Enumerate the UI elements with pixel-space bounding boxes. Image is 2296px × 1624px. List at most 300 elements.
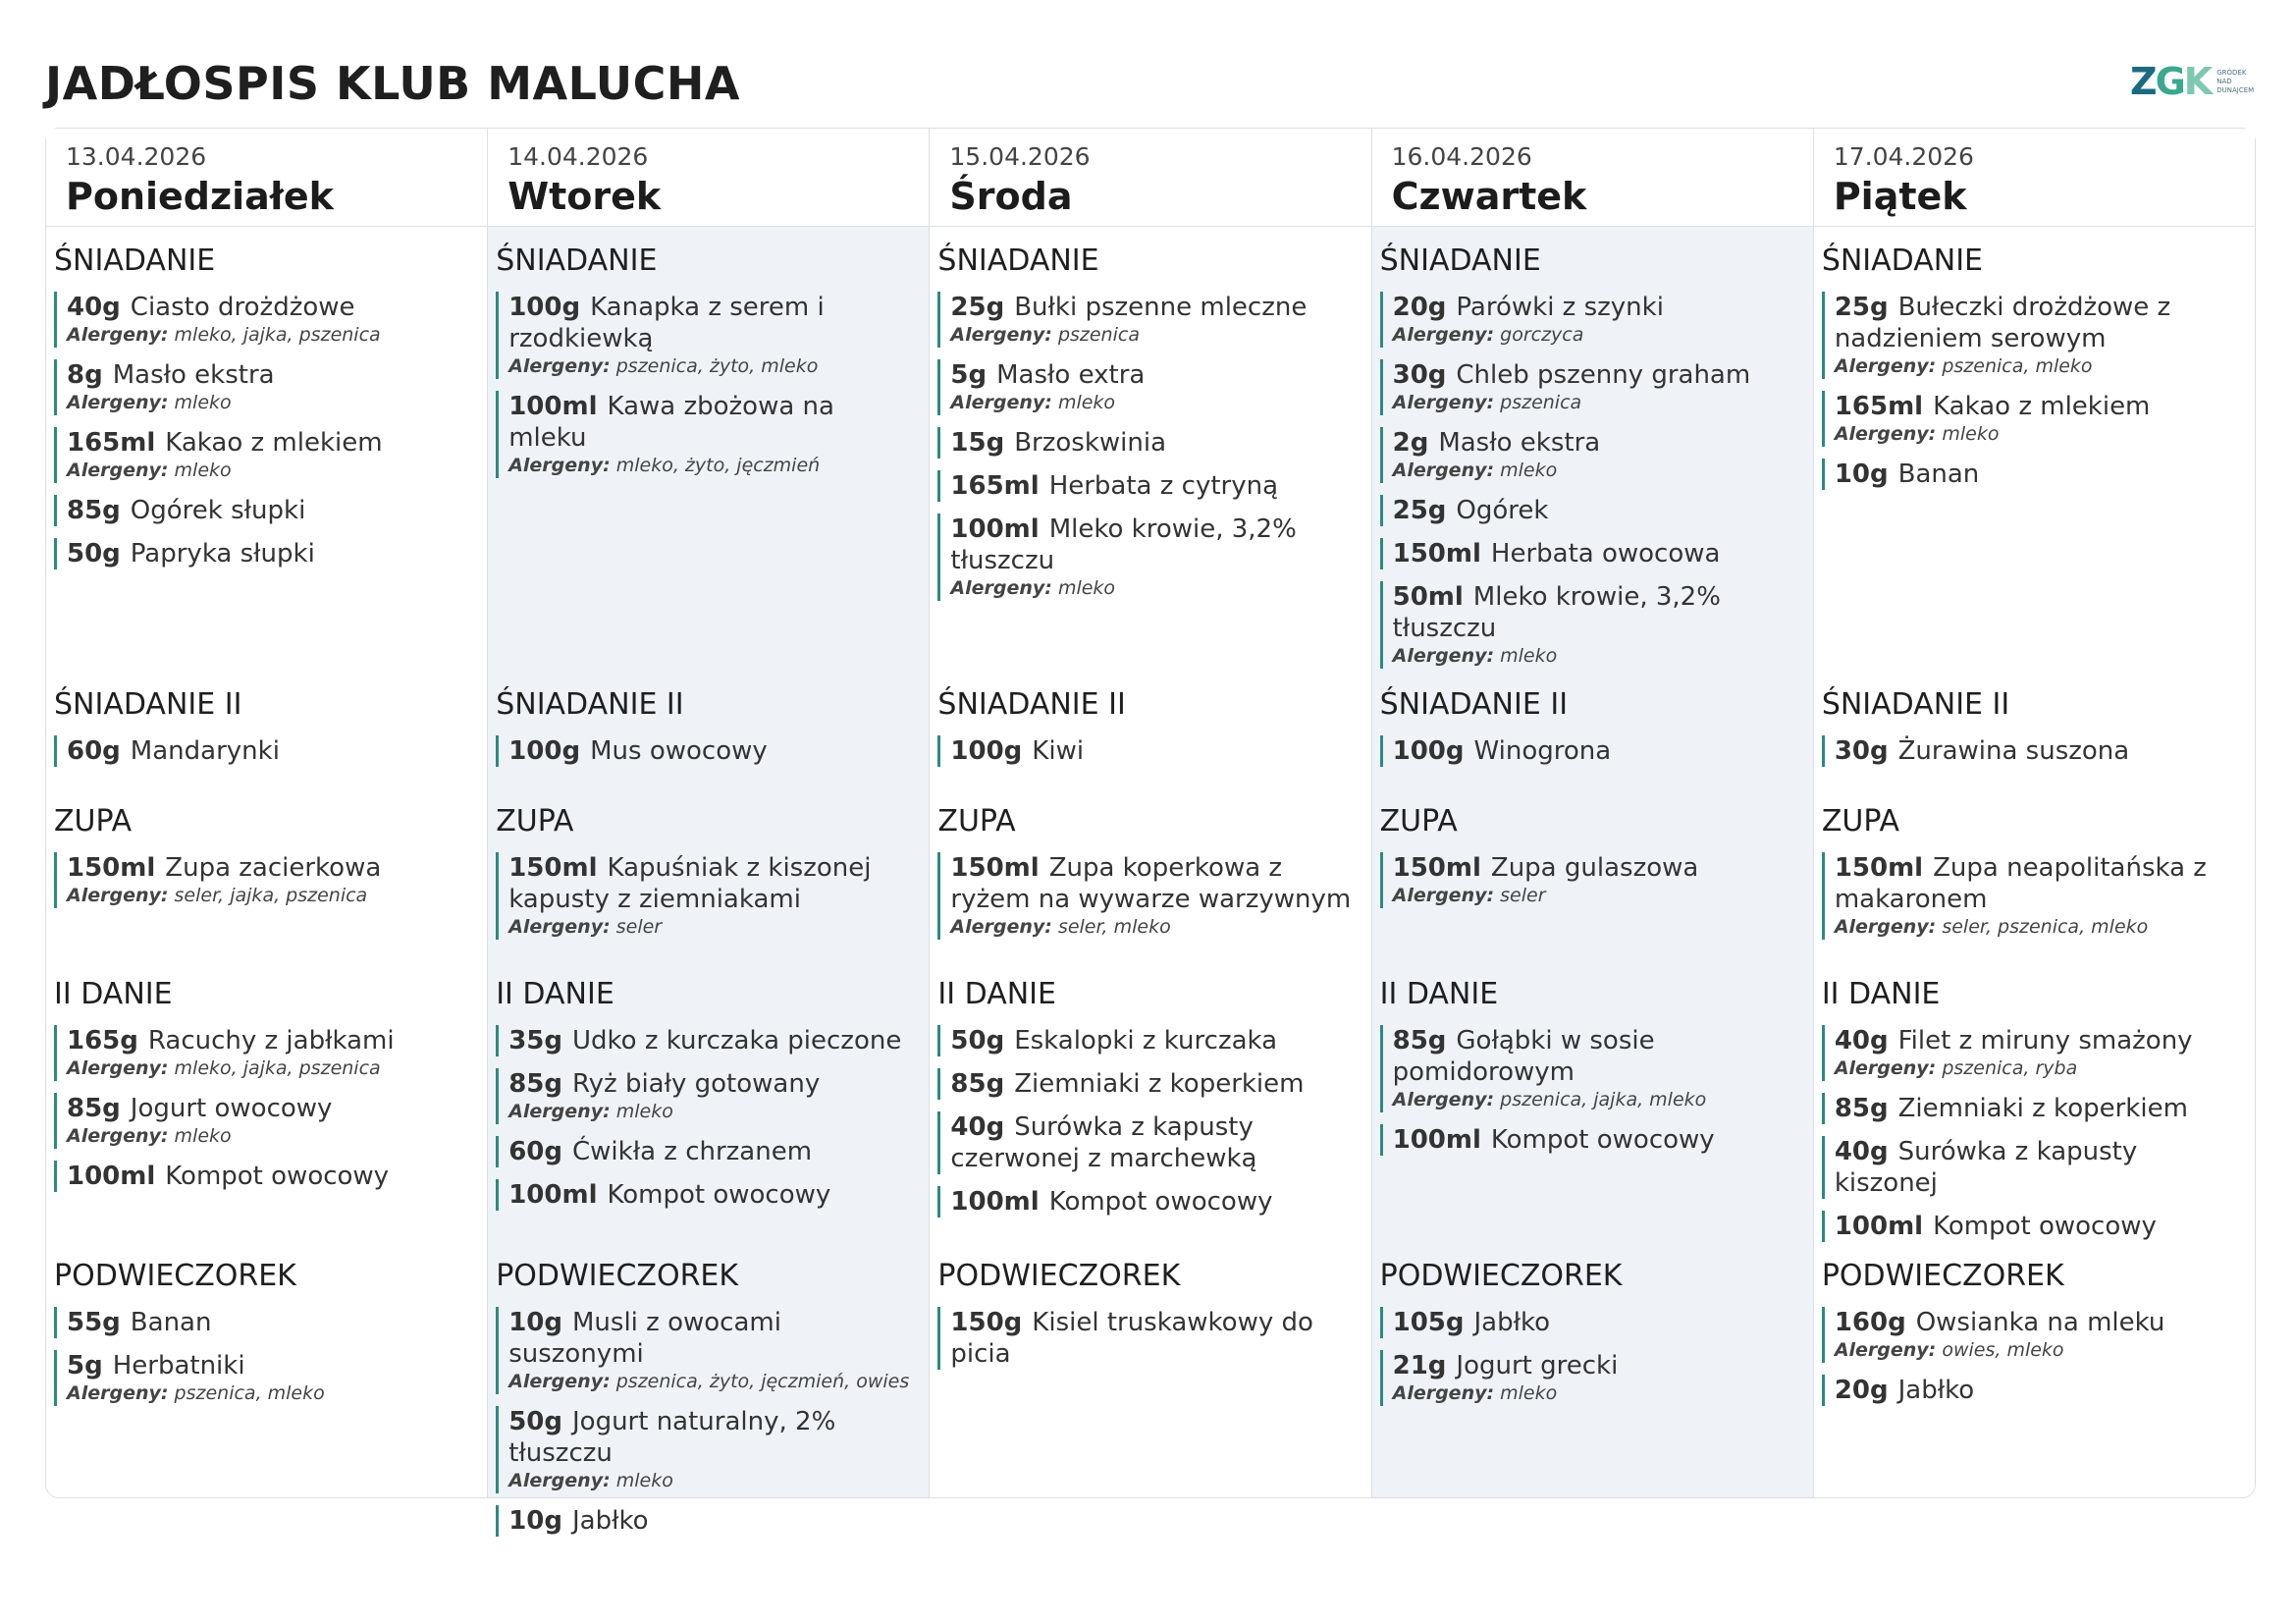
allergen-label: Alergeny: (1834, 423, 1937, 445)
meal-title: II DANIE (496, 977, 614, 1011)
item-allergens (1393, 459, 1803, 483)
item-quantity: 30g (1392, 360, 1447, 390)
meal-section (54, 243, 477, 686)
item-name: Musli z owocami suszonymi (508, 1308, 781, 1369)
menu-item-line (950, 1307, 1361, 1370)
allergen-list: pszenica (1500, 392, 1582, 413)
allergen-list: mleko (615, 1101, 673, 1122)
meal-section (496, 686, 919, 803)
item-name: Udko z kurczaka pieczone (572, 1026, 902, 1056)
menu-item-line (1835, 735, 2245, 767)
meal-title: PODWIECZOREK (496, 1259, 739, 1293)
allergen-label: Alergeny: (950, 916, 1052, 938)
menu-item-line (1835, 292, 2245, 354)
allergen-list: pszenica, żyto, mleko (615, 355, 819, 377)
item-allergens (67, 1056, 477, 1081)
allergen-list: pszenica (1057, 324, 1140, 346)
menu-item-line (1835, 1025, 2245, 1056)
allergen-list: mleko (1942, 423, 2000, 445)
menu-item (54, 292, 477, 348)
menu-item (1380, 581, 1803, 669)
menu-item (1822, 459, 2245, 490)
item-allergens (508, 915, 919, 940)
allergen-label: Alergeny: (67, 460, 169, 481)
menu-item (54, 1307, 477, 1338)
item-allergens (1393, 1088, 1803, 1112)
allergen-label: Alergeny: (1834, 1057, 1937, 1079)
meal-title: ZUPA (54, 804, 133, 839)
day-name: Środa (949, 175, 1073, 218)
item-allergens (508, 1370, 919, 1394)
allergen-label: Alergeny: (950, 392, 1052, 413)
meal-section (1822, 976, 2245, 1258)
day-column (930, 129, 1371, 1497)
menu-item (496, 1068, 919, 1124)
zgk-logo (2130, 60, 2255, 103)
menu-item (1822, 1093, 2245, 1124)
menu-item-line (67, 292, 477, 323)
item-name: Zupa neapolitańska z makaronem (1834, 853, 2207, 914)
item-quantity: 10g (508, 1308, 562, 1337)
menu-item-line (950, 359, 1361, 391)
item-allergens (950, 576, 1361, 601)
menu-item-line (1393, 292, 1803, 323)
menu-item-line (67, 495, 477, 526)
menu-item (1822, 1136, 2245, 1199)
allergen-label: Alergeny: (67, 1057, 169, 1079)
item-quantity: 40g (67, 293, 121, 322)
item-quantity: 100ml (950, 1187, 1040, 1217)
item-allergens (67, 391, 477, 415)
item-name: Masło ekstra (112, 360, 275, 390)
item-allergens (1835, 915, 2245, 940)
item-name: Mleko krowie, 3,2% tłuszczu (950, 514, 1297, 575)
item-name: Masło ekstra (1438, 428, 1601, 458)
menu-item (54, 495, 477, 526)
menu-item (937, 735, 1361, 767)
item-quantity: 5g (67, 1351, 103, 1380)
item-name: Kompot owocowy (1933, 1212, 2157, 1241)
menu-item (937, 1025, 1361, 1056)
item-name: Owsianka na mleku (1915, 1308, 2165, 1337)
menu-item (937, 1307, 1361, 1370)
allergen-label: Alergeny: (67, 1125, 169, 1147)
item-quantity: 165ml (67, 428, 156, 458)
allergen-list: mleko (1500, 460, 1558, 481)
menu-item (937, 470, 1361, 502)
menu-item (496, 1307, 919, 1394)
item-quantity: 100ml (67, 1162, 156, 1191)
menu-item (1380, 427, 1803, 483)
meal-title: ŚNIADANIE II (496, 687, 684, 722)
item-quantity: 165g (67, 1026, 138, 1056)
item-allergens (1835, 354, 2245, 379)
item-quantity: 150ml (67, 853, 156, 883)
allergen-label: Alergeny: (950, 577, 1052, 599)
meal-title: ZUPA (1821, 804, 1900, 839)
menu-item (937, 852, 1361, 940)
allergen-list: mleko (174, 460, 232, 481)
item-quantity: 5g (950, 360, 988, 390)
meal-section (1822, 243, 2245, 686)
menu-item (54, 359, 477, 415)
day-name: Poniedziałek (66, 175, 334, 218)
item-allergens (508, 454, 919, 478)
meal-title: PODWIECZOREK (1821, 1259, 2064, 1293)
menu-item (1380, 1124, 1803, 1156)
item-name: Kakao z mlekiem (165, 428, 383, 458)
allergen-label: Alergeny: (508, 1101, 611, 1122)
item-name: Bułeczki drożdżowe z nadzieniem serowym (1834, 293, 2171, 353)
item-quantity: 25g (950, 293, 1005, 322)
menu-item (54, 1025, 477, 1081)
item-name: Kompot owocowy (1048, 1187, 1273, 1217)
item-name: Jabłko (1473, 1308, 1551, 1337)
item-allergens (1835, 422, 2245, 447)
allergen-list: mleko (615, 1470, 673, 1491)
item-allergens (67, 884, 477, 908)
menu-item (1380, 1350, 1803, 1406)
item-allergens (950, 323, 1361, 348)
allergen-label: Alergeny: (1834, 355, 1937, 377)
item-allergens (67, 459, 477, 483)
item-quantity: 25g (1834, 293, 1889, 322)
menu-item (1380, 852, 1803, 908)
item-name: Banan (1897, 460, 1980, 489)
menu-item (1822, 292, 2245, 379)
menu-item-line (1393, 1025, 1803, 1088)
menu-item-line (67, 1025, 477, 1056)
menu-item-line (1835, 1211, 2245, 1242)
day-meals (930, 227, 1370, 1497)
logo-caption: GRÓDEK NAD DUNAJCEM (2216, 68, 2255, 94)
item-quantity: 85g (508, 1069, 562, 1099)
item-allergens (950, 915, 1361, 940)
menu-item-line (67, 1161, 477, 1192)
menu-item-line (1393, 735, 1803, 767)
menu-item-line (508, 1406, 919, 1469)
allergen-label: Alergeny: (1834, 916, 1937, 938)
menu-item-line (67, 1350, 477, 1381)
menu-item-line (1393, 359, 1803, 391)
menu-item (1822, 1211, 2245, 1242)
item-name: Żurawina suszona (1897, 736, 2130, 766)
menu-item-line (508, 735, 919, 767)
menu-item-line (950, 735, 1361, 767)
menu-item (496, 292, 919, 379)
day-date: 13.04.2026 (66, 142, 207, 171)
item-quantity: 100ml (950, 514, 1040, 544)
item-name: Kapuśniak z kiszonej kapusty z ziemniakami (508, 853, 872, 914)
menu-item-line (67, 1307, 477, 1338)
menu-item-line (1835, 1136, 2245, 1199)
item-name: Filet z miruny smażony (1897, 1026, 2193, 1056)
menu-item-line (508, 1307, 919, 1370)
menu-item-line (1835, 852, 2245, 915)
allergen-list: pszenica, mleko (1942, 355, 2093, 377)
item-name: Ćwikła z chrzanem (572, 1137, 813, 1166)
menu-item-line (1393, 852, 1803, 884)
item-quantity: 20g (1392, 293, 1447, 322)
item-allergens (67, 1381, 477, 1406)
item-allergens (1835, 1338, 2245, 1363)
allergen-list: mleko (174, 1125, 232, 1147)
menu-item (54, 427, 477, 483)
item-allergens (1393, 323, 1803, 348)
allergen-label: Alergeny: (67, 885, 169, 906)
item-name: Ziemniaki z koperkiem (1014, 1069, 1305, 1099)
item-name: Winogrona (1473, 736, 1612, 766)
menu-item (937, 514, 1361, 601)
allergen-list: mleko, żyto, jęczmień (615, 455, 821, 476)
menu-item-line (1835, 1093, 2245, 1124)
item-name: Herbata owocowa (1490, 539, 1721, 568)
item-name: Papryka słupki (130, 539, 315, 568)
day-date: 17.04.2026 (1833, 142, 1974, 171)
item-allergens (1393, 644, 1803, 669)
menu-item (496, 1025, 919, 1056)
meal-section (496, 243, 919, 686)
allergen-list: gorczyca (1500, 324, 1584, 346)
item-quantity: 105g (1392, 1308, 1465, 1337)
menu-item (54, 1350, 477, 1406)
item-name: Kawa zbożowa na mleku (508, 392, 834, 453)
day-column (1372, 129, 1814, 1497)
meal-title: ŚNIADANIE (937, 244, 1099, 278)
menu-item (496, 1406, 919, 1493)
meal-section (496, 976, 919, 1258)
menu-item (496, 735, 919, 767)
day-header (488, 129, 929, 227)
menu-item-line (508, 1025, 919, 1056)
menu-item (496, 1136, 919, 1167)
meal-section (937, 686, 1361, 803)
item-name: Jogurt owocowy (130, 1094, 333, 1123)
day-date: 15.04.2026 (949, 142, 1091, 171)
item-quantity: 85g (950, 1069, 1005, 1099)
meal-section (496, 1258, 919, 1536)
item-quantity: 85g (1834, 1094, 1889, 1123)
allergen-label: Alergeny: (1392, 392, 1495, 413)
menu-item-line (950, 514, 1361, 576)
item-name: Ciasto drożdżowe (130, 293, 355, 322)
item-name: Ryż biały gotowany (572, 1069, 821, 1099)
menu-item-line (1393, 427, 1803, 459)
meal-title: II DANIE (1821, 977, 1941, 1011)
day-column (488, 129, 930, 1536)
meal-title: II DANIE (54, 977, 173, 1011)
meal-section (1822, 686, 2245, 803)
meal-section (937, 243, 1361, 686)
allergen-label: Alergeny: (67, 324, 169, 346)
menu-item-line (508, 1505, 919, 1537)
item-name: Gołąbki w sosie pomidorowym (1392, 1026, 1655, 1087)
allergen-label: Alergeny: (1392, 1089, 1495, 1110)
allergen-label: Alergeny: (508, 1371, 611, 1392)
item-name: Surówka z kapusty czerwonej z marchewką (950, 1112, 1257, 1173)
item-quantity: 85g (1392, 1026, 1447, 1056)
menu-item-line (1393, 1350, 1803, 1381)
meal-title: ŚNIADANIE (54, 244, 216, 278)
item-quantity: 15g (950, 428, 1005, 458)
menu-item (54, 735, 477, 767)
allergen-list: seler, jajka, pszenica (174, 885, 368, 906)
menu-item-line (67, 735, 477, 767)
meal-title: ZUPA (496, 804, 574, 839)
allergen-label: Alergeny: (508, 1470, 611, 1491)
menu-item (1822, 391, 2245, 447)
menu-item-line (67, 538, 477, 569)
menu-item (1822, 1307, 2245, 1363)
item-name: Zupa koperkowa z ryżem na wywarze warzywnym (950, 853, 1352, 914)
item-allergens (1393, 391, 1803, 415)
menu-item-line (1835, 1307, 2245, 1338)
day-name: Piątek (1833, 175, 1967, 218)
allergen-list: mleko (1057, 392, 1116, 413)
item-quantity: 150g (950, 1308, 1023, 1337)
meal-title: ŚNIADANIE (1821, 244, 1984, 278)
meal-section (937, 976, 1361, 1258)
item-quantity: 35g (508, 1026, 562, 1056)
item-name: Kompot owocowy (165, 1162, 390, 1191)
item-quantity: 55g (67, 1308, 121, 1337)
item-quantity: 85g (67, 1094, 121, 1123)
meal-section (496, 803, 919, 976)
item-name: Jogurt grecki (1456, 1351, 1619, 1380)
item-quantity: 25g (1392, 496, 1447, 525)
allergen-label: Alergeny: (67, 1382, 169, 1404)
item-quantity: 60g (508, 1137, 562, 1166)
day-header (46, 129, 487, 227)
allergen-list: mleko (1500, 1382, 1558, 1404)
item-quantity: 10g (508, 1506, 562, 1536)
menu-item-line (950, 470, 1361, 502)
meal-title: ŚNIADANIE (1379, 244, 1541, 278)
menu-item (54, 852, 477, 908)
meal-title: ZUPA (1379, 804, 1458, 839)
allergen-list: mleko, jajka, pszenica (174, 1057, 381, 1079)
meal-title: ŚNIADANIE II (54, 687, 242, 722)
meal-section (1380, 803, 1803, 976)
meal-title: ZUPA (937, 804, 1016, 839)
item-name: Ogórek (1456, 496, 1549, 525)
item-quantity: 40g (1834, 1137, 1889, 1166)
day-date: 14.04.2026 (507, 142, 649, 171)
item-quantity: 100g (1392, 736, 1465, 766)
item-name: Herbata z cytryną (1048, 471, 1279, 501)
item-quantity: 30g (1834, 736, 1889, 766)
menu-item-line (950, 1025, 1361, 1056)
item-quantity: 150ml (508, 853, 598, 883)
item-quantity: 85g (67, 496, 121, 525)
item-quantity: 150ml (1392, 853, 1481, 883)
allergen-list: mleko (174, 392, 232, 413)
meal-section (937, 1258, 1361, 1474)
item-quantity: 100ml (1834, 1212, 1924, 1241)
item-quantity: 100ml (508, 392, 598, 421)
allergen-label: Alergeny: (950, 324, 1052, 346)
item-name: Kakao z mlekiem (1933, 392, 2151, 421)
item-quantity: 150ml (950, 853, 1040, 883)
menu-item (937, 427, 1361, 459)
meal-section (54, 803, 477, 976)
menu-item-line (1835, 1375, 2245, 1406)
menu-item-line (1393, 1307, 1803, 1338)
item-name: Jabłko (1897, 1376, 1975, 1405)
allergen-label: Alergeny: (1392, 645, 1495, 667)
menu-item (1380, 292, 1803, 348)
meal-title: PODWIECZOREK (1379, 1259, 1623, 1293)
menu-item-line (67, 359, 477, 391)
day-meals (488, 227, 929, 1536)
meal-title: II DANIE (1379, 977, 1499, 1011)
day-date: 16.04.2026 (1391, 142, 1532, 171)
allergen-list: pszenica, żyto, jęczmień, owies (615, 1371, 910, 1392)
allergen-list: mleko, jajka, pszenica (174, 324, 381, 346)
item-quantity: 50ml (1392, 582, 1464, 612)
day-column (46, 129, 488, 1497)
item-quantity: 50g (508, 1407, 562, 1436)
menu-item-line (950, 1111, 1361, 1174)
meal-section (937, 803, 1361, 976)
item-quantity: 100g (508, 293, 581, 322)
allergen-list: owies, mleko (1942, 1339, 2064, 1361)
item-quantity: 100ml (508, 1180, 598, 1210)
meal-section (54, 686, 477, 803)
item-name: Surówka z kapusty kiszonej (1834, 1137, 2138, 1198)
item-name: Masło extra (996, 360, 1146, 390)
item-name: Herbatniki (112, 1351, 245, 1380)
menu-item-line (1835, 391, 2245, 422)
page-title: JADŁOSPIS KLUB MALUCHA (45, 57, 741, 110)
item-quantity: 100g (950, 736, 1023, 766)
allergen-label: Alergeny: (1834, 1339, 1937, 1361)
item-quantity: 2g (1392, 428, 1429, 458)
meal-title: PODWIECZOREK (54, 1259, 296, 1293)
menu-item (1380, 1025, 1803, 1112)
meal-section (1380, 1258, 1803, 1474)
item-name: Kompot owocowy (607, 1180, 831, 1210)
menu-item-line (508, 1136, 919, 1167)
menu-item (937, 292, 1361, 348)
item-name: Zupa gulaszowa (1490, 853, 1699, 883)
item-allergens (1393, 884, 1803, 908)
meal-title: ŚNIADANIE II (937, 687, 1126, 722)
meal-section (1380, 686, 1803, 803)
menu-item-line (950, 292, 1361, 323)
item-quantity: 100g (508, 736, 581, 766)
meal-section (1380, 243, 1803, 686)
menu-item-line (950, 1068, 1361, 1100)
menu-item (496, 852, 919, 940)
item-name: Kiwi (1032, 736, 1085, 766)
allergen-list: pszenica, jajka, mleko (1500, 1089, 1707, 1110)
item-quantity: 60g (67, 736, 121, 766)
menu-item (496, 391, 919, 478)
day-header (930, 129, 1370, 227)
menu-item-line (950, 427, 1361, 459)
item-name: Mus owocowy (590, 736, 768, 766)
day-name: Czwartek (1391, 175, 1587, 218)
day-meals (46, 227, 487, 1497)
menu-item (496, 1505, 919, 1537)
menu-item (937, 1068, 1361, 1100)
item-allergens (1393, 1381, 1803, 1406)
item-quantity: 40g (950, 1112, 1005, 1142)
weekly-menu-grid (45, 128, 2256, 1536)
allergen-label: Alergeny: (1392, 460, 1495, 481)
item-name: Brzoskwinia (1014, 428, 1167, 458)
